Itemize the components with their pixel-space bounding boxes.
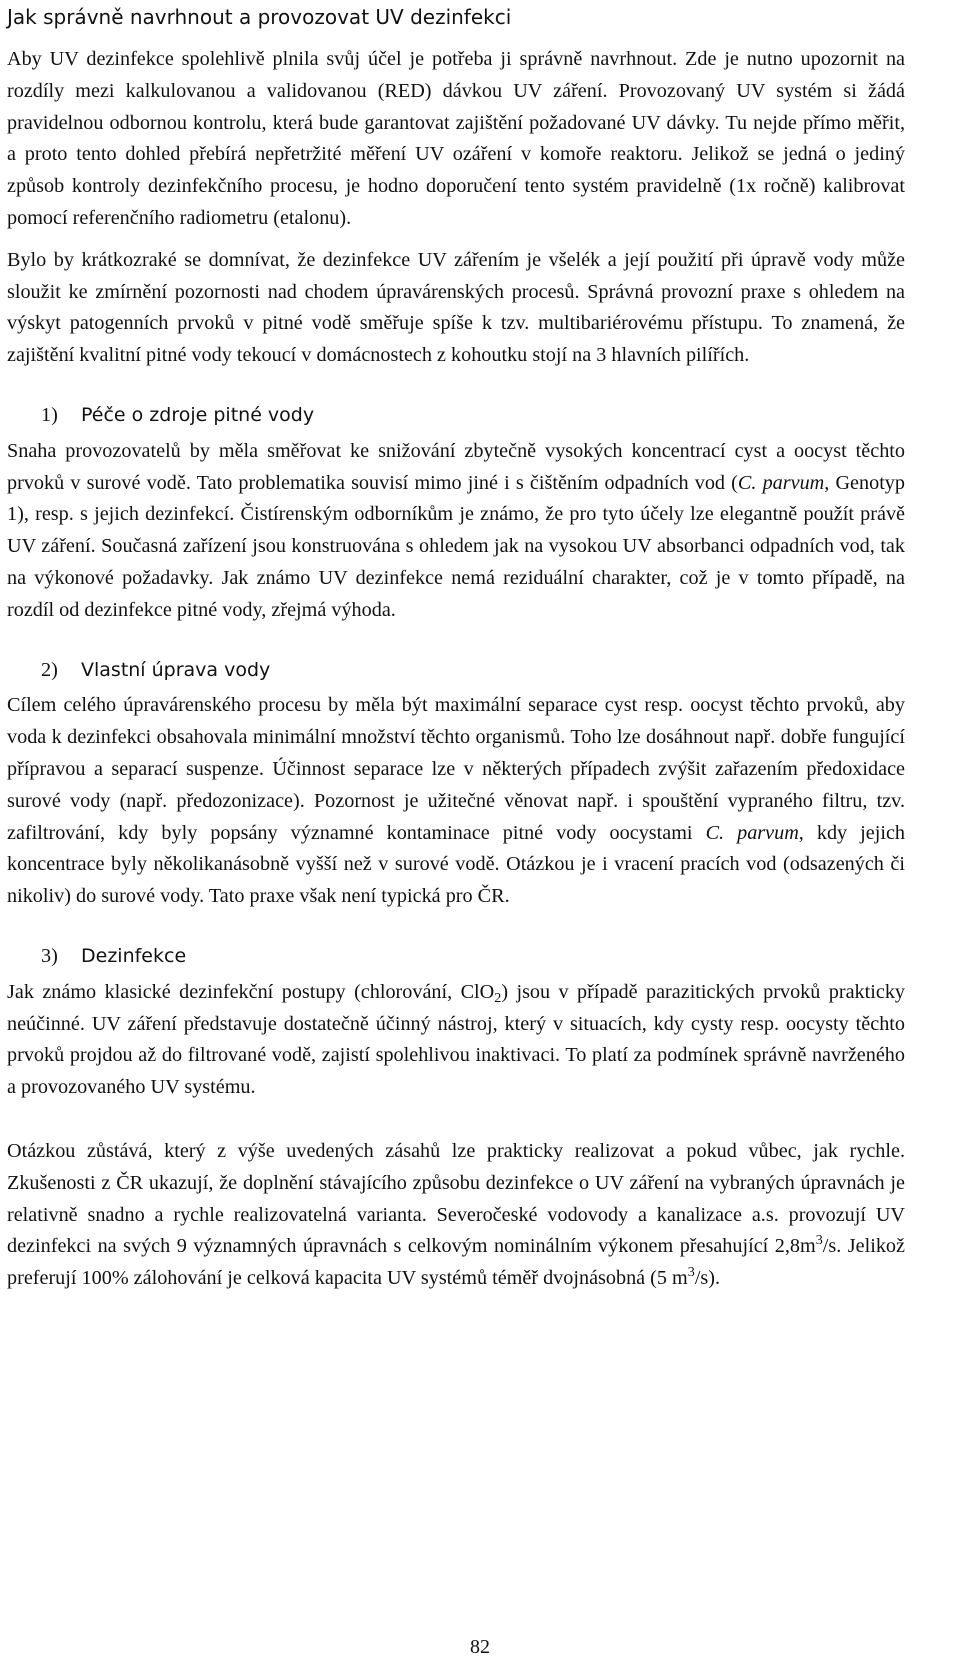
section-2-text-b: , kdy jejich koncentrace byly několikanásobně vyšší než v surové vodě. Otázkou je i vracení pracích vod (odsazených či nikoliv) do surové vody. Tato praxe však není typická pro ČR. — [7, 821, 905, 908]
section-2-heading — [7, 659, 905, 691]
section-1-text-b: , Genotyp 1), resp. s jejich dezinfekcí. Čistírenským odborníkům je známo, že pro tyto účely lze elegantně použít právě UV záření. Současná zařízení jsou konstruována s ohledem jak na vysokou UV absorbanci odpadních vod, tak na výkonové požadavky. Jak známo UV dezinfekce nemá reziduální charakter, což je v tomto případě, na rozdíl od dezinfekce pitné vody, zřejmá výhoda. — [7, 471, 905, 621]
section-2-species: C. parvum — [705, 821, 799, 844]
spacer — [7, 1104, 905, 1136]
paragraph-intro: Aby UV dezinfekce spolehlivě plnila svůj účel je potřeba ji správně navrhnout. Zde je nutno upozornit na rozdíly mezi kalkulovanou a validovanou (RED) dávkou UV záření. Provozovaný UV systém si žádá pravidelnou odbornou kontrolu, která bude garantovat zajištění požadované UV dávky. Tu nejde přímo měřit, a proto tento dohled přebírá nepřetržité měření UV ozáření v komoře reaktoru. Jelikož se jedná o jediný způsob kontroly dezinfekčního procesu, je hodno doporučení tento systém pravidelně (1x ročně) kalibrovat pomocí referenčního radiometru (etalonu). — [7, 48, 905, 229]
conclusion-text-a: Otázkou zůstává, který z výše uvedených zásahů lze prakticky realizovat a pokud vůbec, jak rychle. Zkušenosti z ČR ukazují, že doplnění stávajícího způsobu dezinfekce o UV záření na vybraných úpravnách je relativně snadno a rychle realizovatelná varianta. Severočeské vodovody a kanalizace a.s. provozují UV dezinfekci na svých 9 významných úpravnách s celkovým nominálním výkonem přesahující 2,8m — [7, 1139, 905, 1258]
section-1-text-a: Snaha provozovatelů by měla směřovat ke snižování zbytečně vysokých koncentrací cyst a oocyst těchto prvoků v surové vodě. Tato problematika souvisí mimo jiné i s čištěním odpadních vod ( — [7, 439, 905, 494]
section-3-subscript: 2 — [494, 989, 502, 1006]
spacer — [7, 913, 905, 945]
document-page — [7, 0, 905, 1295]
spacer — [7, 372, 905, 404]
document-title: Jak správně navrhnout a provozovat UV dezinfekci — [7, 5, 512, 29]
section-3-text-a: Jak známo klasické dezinfekční postupy (chlorování, ClO — [7, 980, 495, 1003]
section-2-text-a: Cílem celého úpravárenského procesu by měla být maximální separace cyst resp. oocyst těchto prvoků, aby voda k dezinfekci obsahovala minimální množství těchto organismů. Toho lze dosáhnout např. dobře fungující přípravou a separací suspenze. Účinnost separace lze v některých případech zvýšit zařazením předoxidace surové vody (např. předozonizace). Pozornost je užitečné věnovat např. i spouštění vypraného filtru, tzv. zafiltrování, kdy byly popsány významné kontaminace pitné vody oocystami — [7, 694, 905, 844]
section-3-text-b: ) jsou v případě parazitických prvoků prakticky neúčinné. UV záření představuje dostatečně účinný nástroj, který v situacích, kdy cysty resp. oocysty těchto prvoků projdou až do filtrované vodě, zajistí spolehlivou inaktivaci. To platí za podmínek správně navrženého a provozovaného UV systému. — [7, 980, 906, 1099]
conclusion-superscript-1: 3 — [815, 1232, 823, 1249]
spacer — [7, 627, 905, 659]
conclusion-superscript-2: 3 — [687, 1264, 695, 1281]
conclusion-text-c: /s). — [694, 1267, 721, 1290]
section-3-text — [7, 977, 905, 1104]
section-2-title: Vlastní úprava vody — [81, 658, 271, 681]
section-2-number: 2) — [41, 658, 58, 681]
section-1-heading — [7, 404, 905, 436]
paragraph-conclusion — [7, 1136, 905, 1295]
section-3-number: 3) — [41, 944, 58, 967]
section-1-number: 1) — [41, 403, 58, 426]
section-3-title: Dezinfekce — [81, 944, 187, 967]
conclusion-text-b: /s. Jelikož preferují 100% zálohování je celková kapacita UV systémů téměř dvojnásobná (5 m — [7, 1235, 905, 1290]
section-3-heading — [7, 945, 905, 977]
section-2-text — [7, 690, 905, 913]
section-1-text — [7, 436, 905, 627]
section-1-species: C. parvum — [737, 471, 825, 494]
spacer — [7, 235, 905, 245]
paragraph-multibarrier: Bylo by krátkozraké se domnívat, že dezinfekce UV zářením je všelék a její použití při úpravě vody může sloužit ke zmírnění pozornosti nad chodem úpravárenských procesů. Správná provozní praxe s ohledem na výskyt patogenních prvoků v pitné vodě směřuje spíše k tzv. multibariérovému přístupu. To znamená, že zajištění kvalitní pitné vody tekoucí v domácnostech z kohoutku stojí na 3 hlavních pilířích. — [7, 248, 905, 367]
page-number: 82 — [470, 1636, 490, 1658]
section-1-title: Péče o zdroje pitné vody — [81, 403, 315, 426]
